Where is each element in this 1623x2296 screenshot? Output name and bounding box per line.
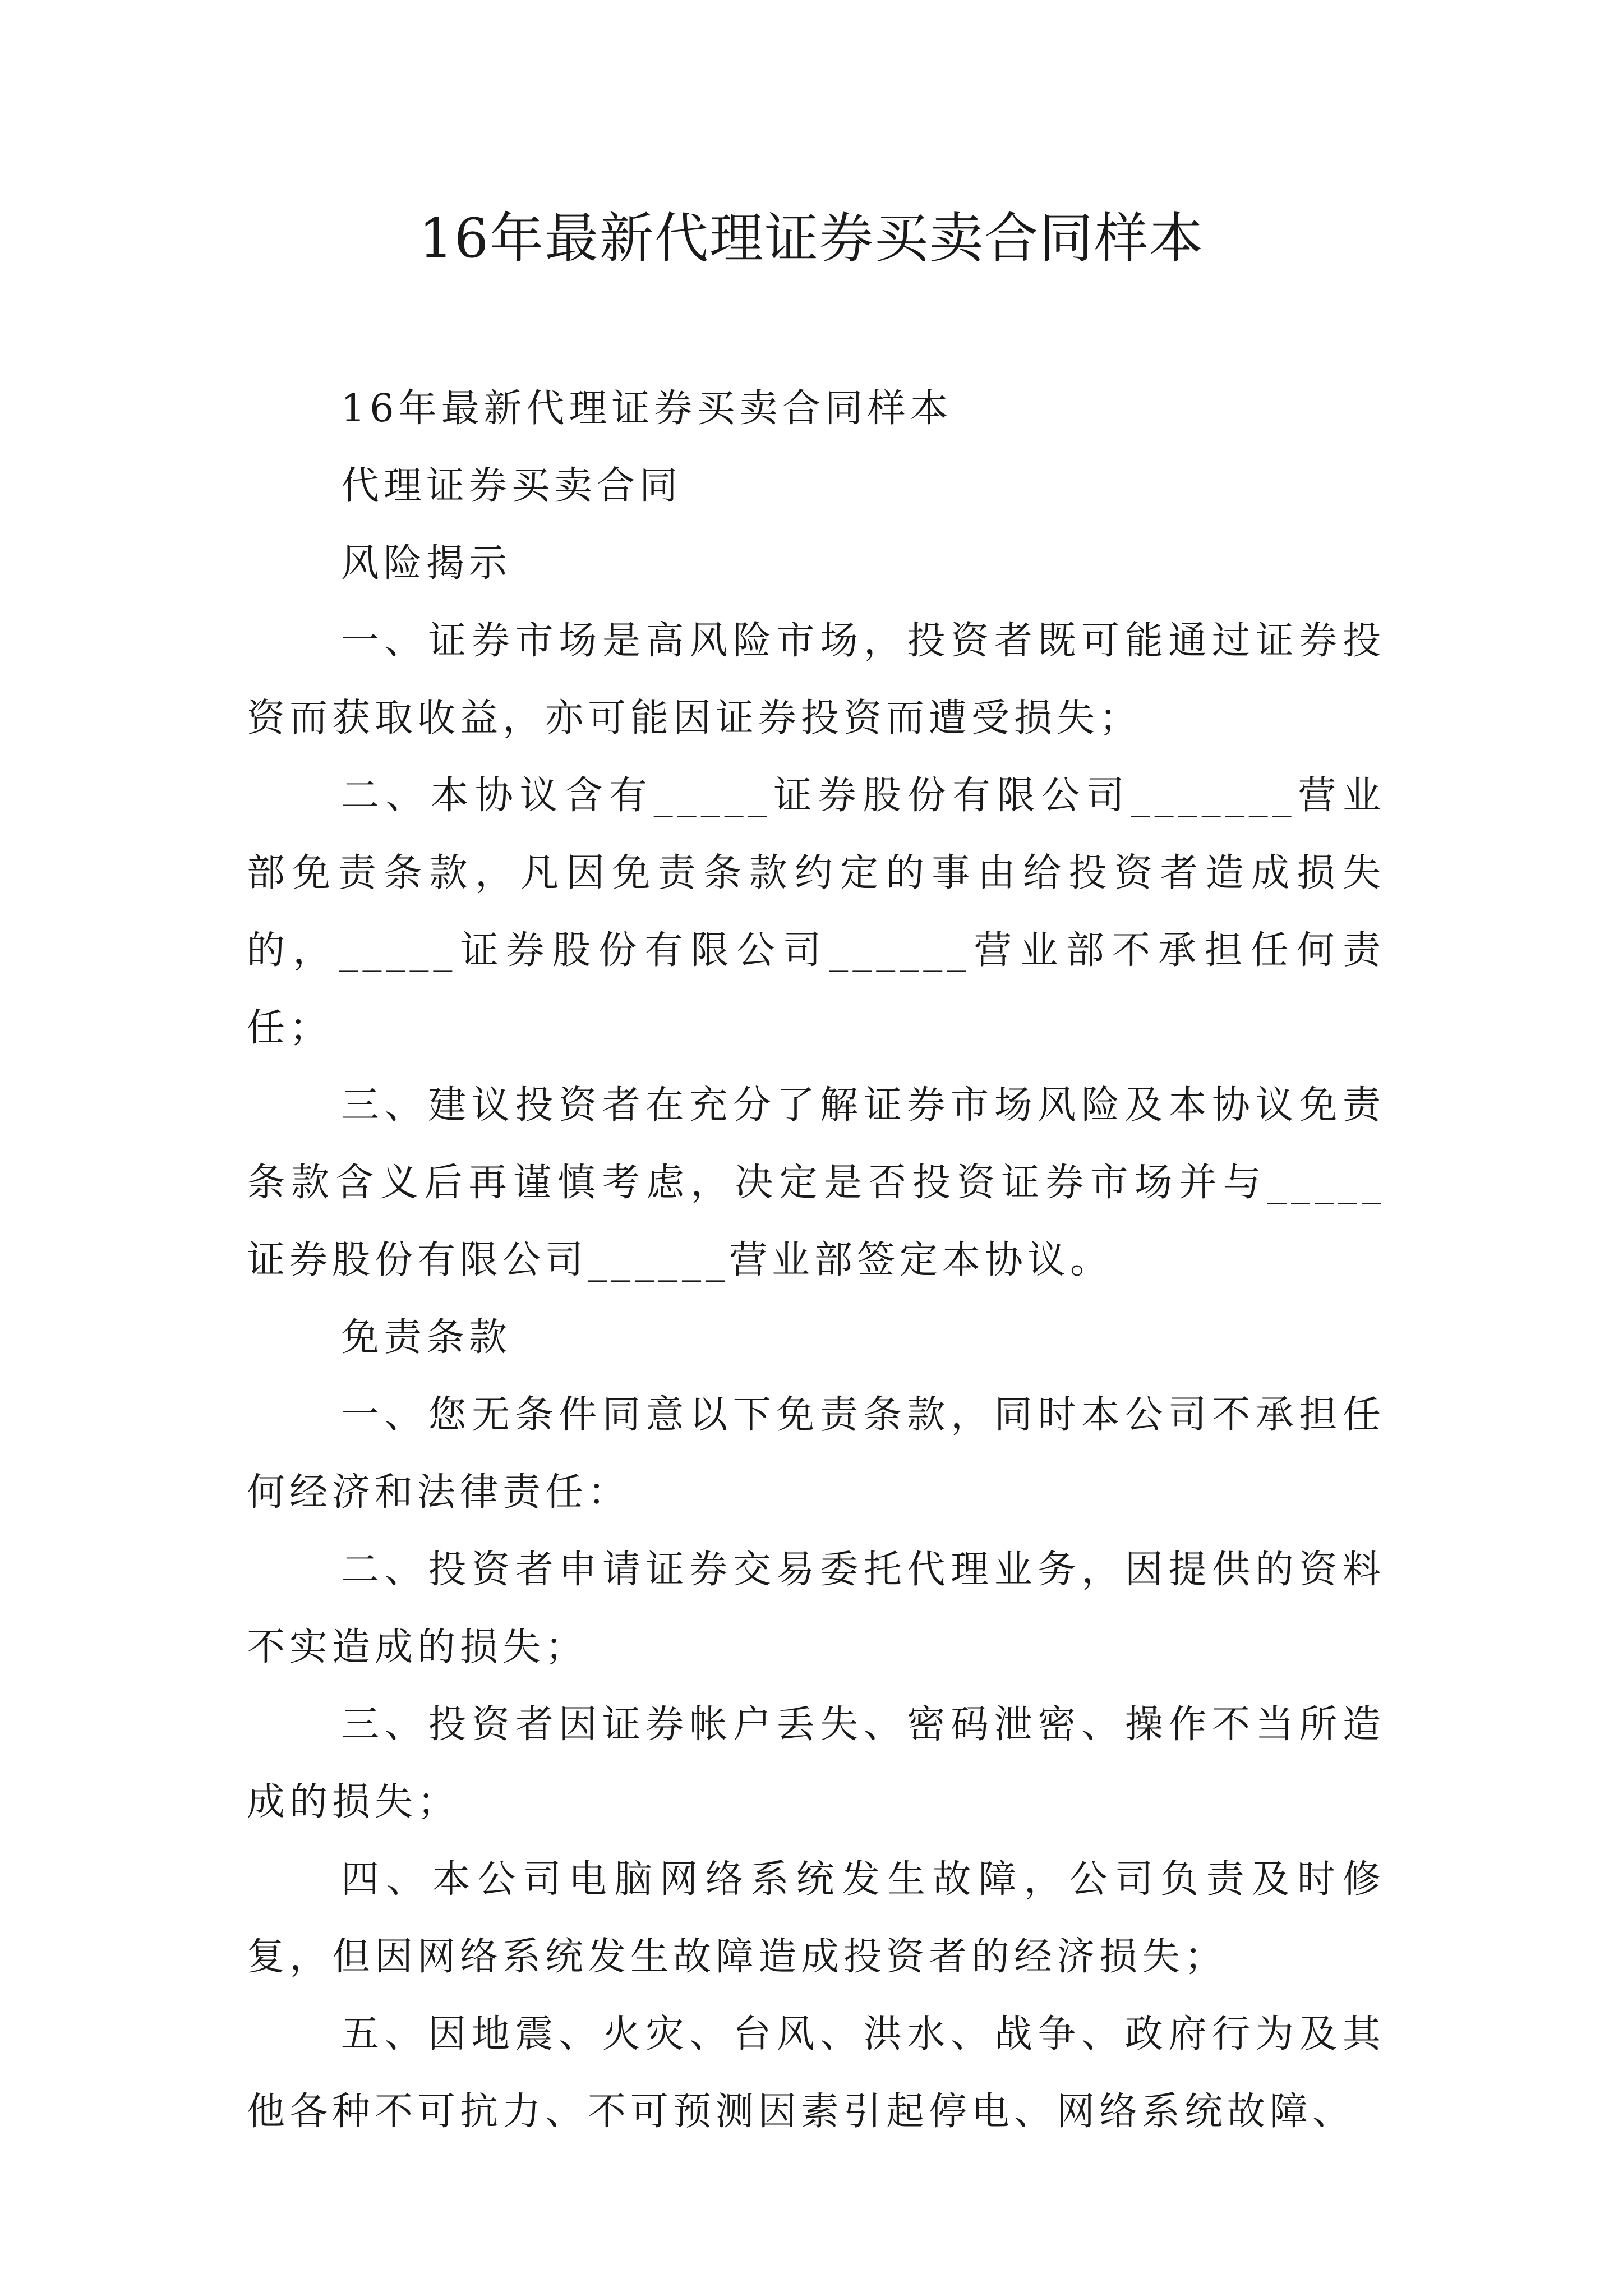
paragraph-disclaimer-3: 三、投资者因证券帐户丢失、密码泄密、操作不当所造成的损失； bbox=[247, 1703, 1385, 1824]
paragraph-risk-3: 三、建议投资者在充分了解证券市场风险及本协议免责条款含义后再谨慎考虑，决定是否投资证券市场并与_____证券股份有限公司______营业部签定本协议。 bbox=[247, 1083, 1385, 1282]
paragraph-disclaimer-heading: 免责条款 bbox=[341, 1315, 512, 1360]
paragraph-disclaimer-4: 四、本公司电脑网络系统发生故障，公司负责及时修复，但因网络系统发生故障造成投资者的经济损失； bbox=[247, 1857, 1385, 1979]
paragraph-risk-1: 一、证券市场是高风险市场，投资者既可能通过证券投资而获取收益，亦可能因证券投资而遭受损失； bbox=[247, 619, 1385, 740]
paragraph-risk-2: 二、本协议含有_____证券股份有限公司_______营业部免责条款，凡因免责条款约定的事由给投资者造成损失的，_____证券股份有限公司______营业部不承担任何责任； bbox=[247, 774, 1385, 1050]
document-body bbox=[247, 370, 1385, 2151]
paragraph-contract-name: 代理证券买卖合同 bbox=[341, 464, 683, 508]
paragraph-heading: 16年最新代理证券买卖合同样本 bbox=[341, 386, 953, 431]
paragraph-risk-disclosure: 风险揭示 bbox=[341, 541, 512, 586]
paragraph-disclaimer-2: 二、投资者申请证券交易委托代理业务，因提供的资料不实造成的损失； bbox=[247, 1548, 1385, 1669]
paragraph-disclaimer-1: 一、您无条件同意以下免责条款，同时本公司不承担任何经济和法律责任： bbox=[247, 1393, 1385, 1515]
paragraph-disclaimer-5: 五、因地震、火灾、台风、洪水、战争、政府行为及其他各种不可抗力、不可预测因素引起停电、网络系统故障、 bbox=[247, 2012, 1385, 2134]
document-title: 16年最新代理证券买卖合同样本 bbox=[418, 207, 1205, 270]
